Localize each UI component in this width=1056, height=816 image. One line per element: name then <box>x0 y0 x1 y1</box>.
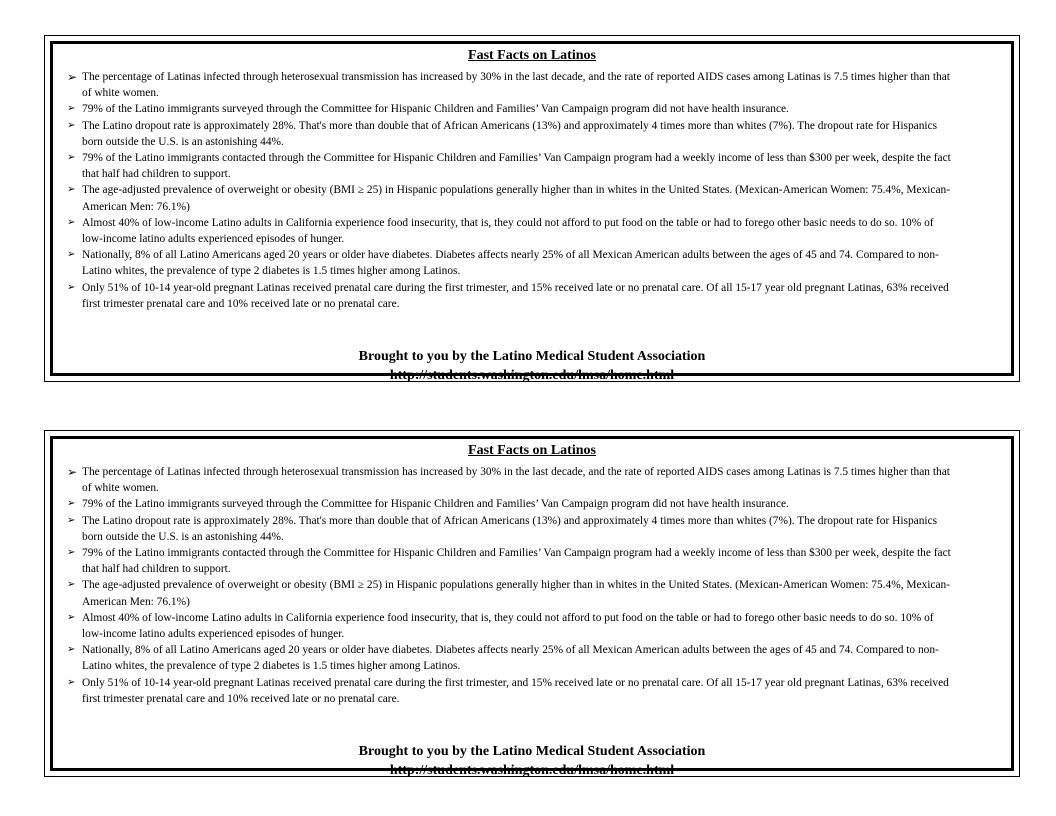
fact-item: ➢ The percentage of Latinas infected through heterosexual transmission has increased by 30% in the last decade, and the rate of reported AIDS cases among Latinas is 7.5 times higher than that of white women. <box>67 70 950 100</box>
sponsor-footer <box>53 742 1011 780</box>
arrowhead-icon: ➢ <box>67 579 76 591</box>
arrowhead-icon: ➢ <box>67 498 76 510</box>
arrowhead-icon: ➢ <box>67 103 76 115</box>
arrowhead-icon: ➢ <box>67 119 76 131</box>
arrowhead-icon: ➢ <box>67 547 76 559</box>
arrowhead-icon: ➢ <box>67 644 76 656</box>
fact-item: ➢ 79% of the Latino immigrants contacted through the Committee for Hispanic Children and Families’ Van Campaign program had a weekly income of less than $300 per week, despite the fact that half had children to support. <box>67 152 951 181</box>
arrowhead-icon: ➢ <box>67 281 76 293</box>
arrowhead-icon: ➢ <box>67 70 78 84</box>
facts-list <box>65 464 951 707</box>
fact-item: ➢ The Latino dropout rate is approximately 28%. That's more than double that of African Americans (13%) and approximately 4 times more than whites (7%). The dropout rate for Hispanics born outside the U.S. is an astonishing 44%. <box>67 119 938 148</box>
sponsor-line: Brought to you by the Latino Medical Student Association <box>358 744 706 759</box>
fact-item: ➢ The percentage of Latinas infected through heterosexual transmission has increased by 30% in the last decade, and the rate of reported AIDS cases among Latinas is 7.5 times higher than that of white women. <box>67 465 950 495</box>
flyer-card-border <box>50 436 1014 778</box>
flyer-card-top <box>44 35 1020 382</box>
fact-item: ➢ Nationally, 8% of all Latino Americans aged 20 years or older have diabetes. Diabetes affects nearly 25% of all Mexican American adults between the ages of 45 and 74. Compared to non-Latino whites, the prevalence of type 2 diabetes is 1.5 times higher among Latinos. <box>67 644 939 673</box>
arrowhead-icon: ➢ <box>67 216 76 228</box>
arrowhead-icon: ➢ <box>67 676 76 688</box>
fact-item: ➢ Only 51% of 10-14 year-old pregnant Latinas received prenatal care during the first trimester, and 15% received late or no prenatal care. Of all 15-17 year old pregnant Latinas, 63% received first trimester prenatal care and 10% received late or no prenatal care. <box>67 281 949 310</box>
arrowhead-icon: ➢ <box>67 514 76 526</box>
fact-item: ➢ 79% of the Latino immigrants surveyed through the Committee for Hispanic Children and Families’ Van Campaign program did not have health insurance. <box>65 101 951 117</box>
fact-item: ➢ Nationally, 8% of all Latino Americans aged 20 years or older have diabetes. Diabetes affects nearly 25% of all Mexican American adults between the ages of 45 and 74. Compared to non-Latino whites, the prevalence of type 2 diabetes is 1.5 times higher among Latinos. <box>67 249 939 278</box>
flyer-card-bottom <box>44 430 1020 777</box>
fact-item: ➢ The age-adjusted prevalence of overweight or obesity (BMI ≥ 25) in Hispanic populations generally higher than in whites in the United States. (Mexican-American Women: 75.4%, Mexican-American Men: 76.1%) <box>67 184 951 213</box>
fact-item: ➢ The age-adjusted prevalence of overweight or obesity (BMI ≥ 25) in Hispanic populations generally higher than in whites in the United States. (Mexican-American Women: 75.4%, Mexican-American Men: 76.1%) <box>67 579 951 608</box>
flyer-title: Fast Facts on Latinos <box>468 443 596 458</box>
sponsor-url: http://students.washington.edu/lmsa/home.html <box>389 763 675 778</box>
flyer-title: Fast Facts on Latinos <box>468 48 596 63</box>
arrowhead-icon: ➢ <box>67 465 78 479</box>
sponsor-line: Brought to you by the Latino Medical Student Association <box>358 349 706 364</box>
fact-item: ➢ 79% of the Latino immigrants contacted through the Committee for Hispanic Children and Families’ Van Campaign program had a weekly income of less than $300 per week, despite the fact that half had children to support. <box>67 547 951 576</box>
arrowhead-icon: ➢ <box>67 249 76 261</box>
facts-list <box>65 69 951 312</box>
arrowhead-icon: ➢ <box>67 152 76 164</box>
sponsor-url: http://students.washington.edu/lmsa/home.html <box>389 368 675 383</box>
fact-item: ➢ Almost 40% of low-income Latino adults in California experience food insecurity, that is, they could not afford to put food on the table or had to forego other basic needs to do so. 10% of low-income latino adults experienced episodes of hunger. <box>67 216 934 246</box>
fact-item: ➢ Only 51% of 10-14 year-old pregnant Latinas received prenatal care during the first trimester, and 15% received late or no prenatal care. Of all 15-17 year old pregnant Latinas, 63% received first trimester prenatal care and 10% received late or no prenatal care. <box>67 676 949 705</box>
flyer-card-border <box>50 41 1014 383</box>
arrowhead-icon: ➢ <box>67 184 76 196</box>
fact-item: ➢ Almost 40% of low-income Latino adults in California experience food insecurity, that is, they could not afford to put food on the table or had to forego other basic needs to do so. 10% of low-income latino adults experienced episodes of hunger. <box>67 611 934 641</box>
arrowhead-icon: ➢ <box>67 611 76 623</box>
fact-item: ➢ 79% of the Latino immigrants surveyed through the Committee for Hispanic Children and Families’ Van Campaign program did not have health insurance. <box>65 496 951 512</box>
fact-item: ➢ The Latino dropout rate is approximately 28%. That's more than double that of African Americans (13%) and approximately 4 times more than whites (7%). The dropout rate for Hispanics born outside the U.S. is an astonishing 44%. <box>67 514 938 543</box>
sponsor-footer <box>53 347 1011 385</box>
